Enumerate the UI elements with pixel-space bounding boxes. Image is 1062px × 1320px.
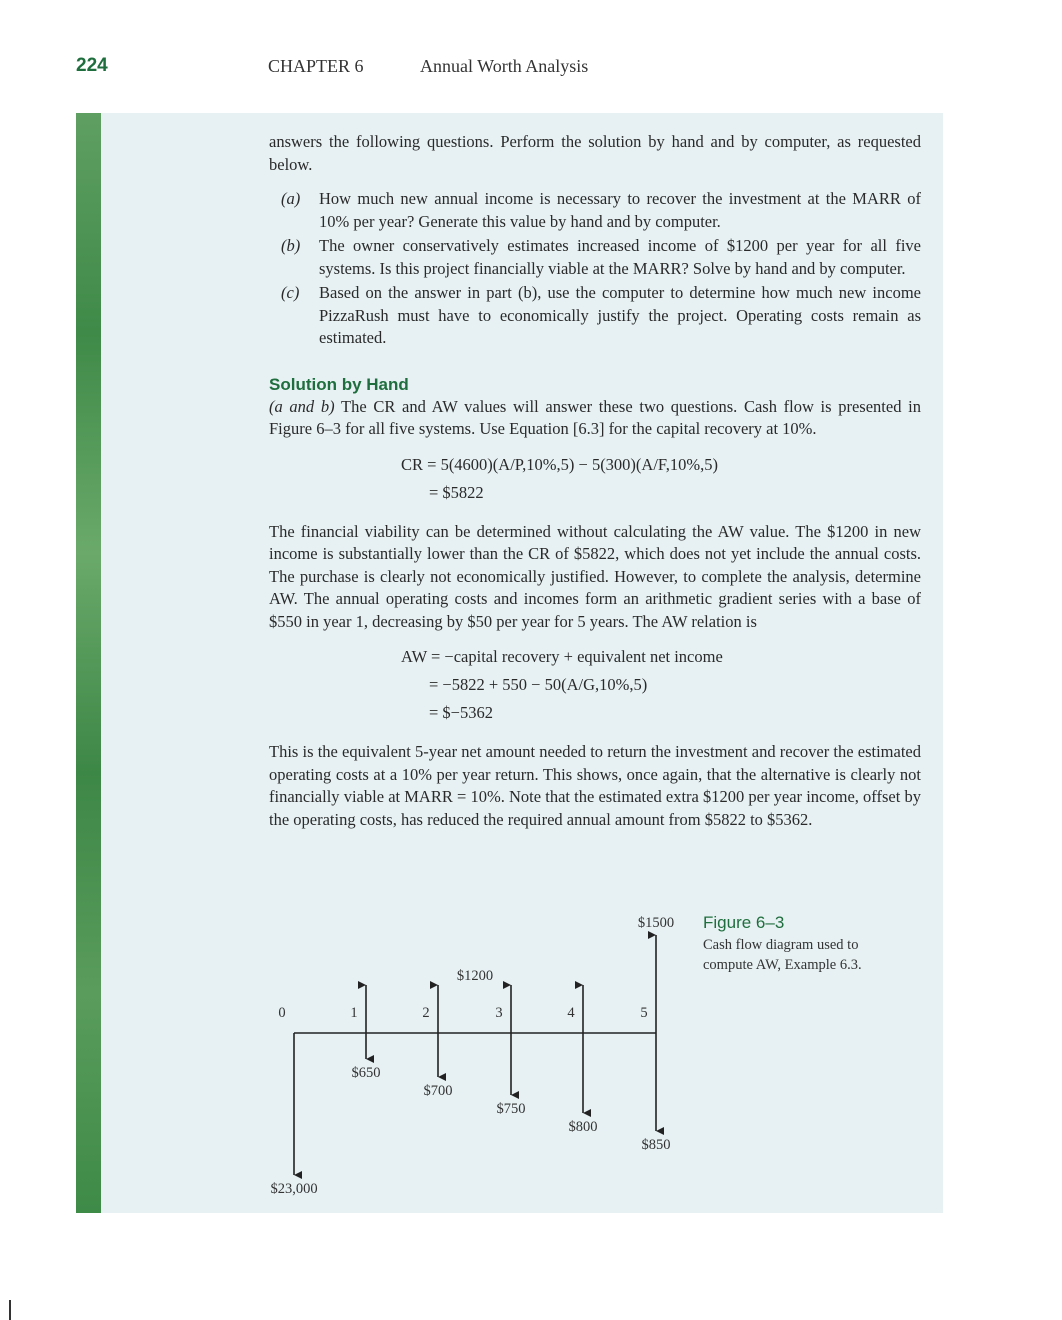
cost-label: $23,000 bbox=[270, 1181, 318, 1197]
figure-title: Figure 6–3 bbox=[703, 913, 785, 932]
cost-label: $700 bbox=[423, 1083, 453, 1099]
year-label: 3 bbox=[495, 1005, 503, 1021]
aw-equation-line-3: = $−5362 bbox=[429, 703, 493, 722]
cr-equation-line-1: CR = 5(4600)(A/P,10%,5) − 5(300)(A/F,10%,5) bbox=[401, 454, 719, 474]
year-label: 4 bbox=[567, 1005, 575, 1021]
question-label: (b) bbox=[281, 236, 301, 255]
year-label: 1 bbox=[350, 1005, 358, 1021]
year-label: 2 bbox=[422, 1005, 430, 1021]
question-text: Based on the answer in part (b), use the computer to determine how much new income PizzaRush must have to economically justify the project. Operating costs remain as estimated. bbox=[319, 283, 921, 347]
margin-mark bbox=[9, 1300, 11, 1320]
page-number: 224 bbox=[76, 55, 108, 76]
solution-heading: Solution by Hand bbox=[269, 374, 409, 394]
question-text: How much new annual income is necessary to recover the investment at the MARR of 10% per year? Generate this value by hand and by computer. bbox=[319, 189, 921, 231]
cost-label: $850 bbox=[641, 1137, 671, 1153]
solution-paragraph-2: The financial viability can be determined without calculating the AW value. The $1200 in new income is substantially lower than the CR of $5822, which does not yet include the annual costs. The purchase is clearly not economically justified. However, to complete the analysis, determine AW. The annual operating costs and incomes form an arithmetic gradient series with a base of $550 in year 1, decreasing by $50 per year for 5 years. The AW relation is bbox=[269, 521, 921, 631]
cost-label: $650 bbox=[351, 1065, 381, 1081]
cost-label: $800 bbox=[568, 1119, 598, 1135]
cost-label: $750 bbox=[496, 1101, 526, 1117]
chapter-label: CHAPTER 6 bbox=[268, 56, 364, 76]
solution-paragraph-1-text: The CR and AW values will answer these two questions. Cash flow is presented in Figure 6–3 for all five systems. Use Equation [6.3] for the capital recovery at 10%. bbox=[269, 396, 921, 438]
part-label: (a and b) bbox=[269, 396, 335, 416]
running-title: Annual Worth Analysis bbox=[420, 56, 589, 76]
question-text: The owner conservatively estimates increased income of $1200 per year for all five systems. Is this project financially viable at the MARR? Solve by hand and by computer. bbox=[319, 236, 921, 278]
final-income-label: $1500 bbox=[637, 915, 675, 931]
year-label: 0 bbox=[278, 1005, 286, 1021]
aw-equation-line-2: = −5822 + 550 − 50(A/G,10%,5) bbox=[429, 675, 648, 694]
aw-equation-line-1: AW = −capital recovery + equivalent net income bbox=[401, 647, 723, 666]
question-label: (a) bbox=[281, 189, 301, 208]
income-label: $1200 bbox=[456, 968, 494, 984]
cr-equation-line-2: = $5822 bbox=[429, 482, 484, 502]
solution-paragraph-3: This is the equivalent 5-year net amount needed to return the investment and recover the estimated operating costs at a 10% per year return. This shows, once again, that the alternative is clearly not financially viable at MARR = 10%. Note that the estimated extra $1200 per year income, offset by the operating costs, has reduced the required annual amount from $5822 to $5362. bbox=[269, 742, 921, 829]
year-label: 5 bbox=[640, 1005, 648, 1021]
intro-paragraph: answers the following questions. Perform the solution by hand and by computer, as requested below. bbox=[269, 132, 921, 174]
figure-caption: Cash flow diagram used to compute AW, Example 6.3. bbox=[703, 937, 862, 973]
question-label: (c) bbox=[281, 283, 300, 302]
